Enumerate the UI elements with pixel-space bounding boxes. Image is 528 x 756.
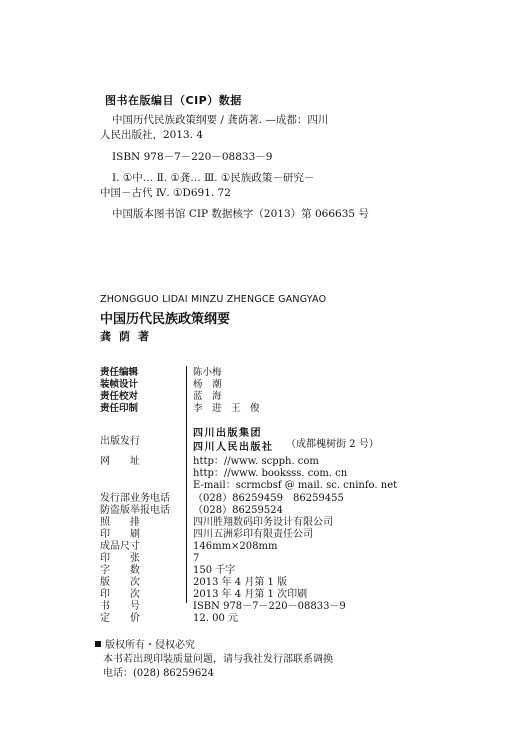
detail-value: 2013 年 4 月第 1 版: [193, 577, 288, 588]
credit-value: 陈小梅: [193, 367, 222, 378]
detail-value: （028）86259459 86259455: [193, 493, 344, 504]
chinese-title: 中国历代民族政策纲要: [100, 312, 231, 327]
detail-label: 印 张: [100, 553, 140, 564]
website-url-1[interactable]: http：//www. scpph. com: [193, 456, 319, 467]
detail-label: 字 数: [100, 565, 140, 576]
credit-value: 蓝 海: [193, 391, 222, 402]
copyright-notice: [95, 636, 195, 651]
detail-label: 印 刷: [100, 529, 140, 540]
publisher-label: 出版发行: [100, 436, 140, 447]
detail-label: 版 次: [100, 577, 140, 588]
website-url-2[interactable]: http：//www. booksss. com. cn: [193, 468, 348, 479]
detail-label: 成品尺寸: [100, 541, 140, 552]
cip-classification-2: 中国－古代 Ⅳ. ①D691. 72: [100, 187, 231, 199]
detail-value: 150 千字: [193, 565, 236, 576]
email-address[interactable]: E-mail：scrmcbsf @ mail. sc. cninfo. net: [193, 480, 398, 491]
cip-line-2: 人民出版社，2013. 4: [100, 129, 204, 141]
cip-classification-1: Ⅰ. ①中… Ⅱ. ①龚… Ⅲ. ①民族政策－研究－: [112, 172, 315, 184]
detail-label: 防盗版举报电话: [100, 505, 170, 516]
credit-label: 装帧设计: [100, 379, 139, 390]
author: 龚荫著: [100, 330, 157, 343]
detail-label: 照 排: [100, 517, 140, 528]
copyright-text: 版权所有・侵权必究: [105, 640, 195, 651]
contact-phone: 电话：(028) 86259624: [103, 668, 214, 679]
detail-label: 印 次: [100, 589, 140, 600]
publisher-house: 四川人民出版社: [193, 442, 274, 453]
detail-value: 7: [193, 553, 200, 564]
cip-heading: 图书在版编目（CIP）数据: [105, 94, 242, 107]
detail-value: 四川五洲彩印有限责任公司: [193, 529, 313, 540]
detail-label: 书 号: [100, 601, 140, 612]
detail-value: 四川胜翔数码印务设计有限公司: [193, 517, 333, 528]
credit-label: 责任校对: [100, 391, 139, 402]
column-divider: [186, 366, 187, 603]
detail-value: 2013 年 4 月第 1 次印刷: [193, 589, 308, 600]
credit-value: 李 进 王 俊: [193, 403, 260, 414]
detail-value: ISBN 978－7－220－08833－9: [193, 601, 346, 612]
cip-line-1: 中国历代民族政策纲要 / 龚荫著. —成都：四川: [112, 114, 329, 126]
detail-label: 定 价: [100, 613, 140, 624]
black-square-icon: [95, 641, 101, 647]
detail-value: 12. 00 元: [193, 613, 238, 624]
quality-notice: 本书若出现印装质量问题，请与我社发行部联系调换: [103, 654, 333, 665]
cip-core-number: 中国版本图书馆 CIP 数据核字（2013）第 066635 号: [112, 208, 369, 220]
english-title: ZHONGGUO LIDAI MINZU ZHENGCE GANGYAO: [100, 294, 327, 305]
credit-value: 杨 潮: [193, 379, 222, 390]
cip-isbn: ISBN 978－7－220－08833－9: [112, 151, 273, 163]
publisher-address: （成都槐树街 2 号）: [286, 439, 379, 450]
detail-value: 146mm×208mm: [193, 541, 278, 552]
detail-value: （028）86259524: [193, 505, 283, 516]
website-label: 网 址: [100, 456, 140, 467]
publisher-group: 四川出版集团: [193, 428, 262, 439]
detail-label: 发行部业务电话: [100, 493, 170, 504]
credit-label: 责任印制: [100, 403, 139, 414]
credit-label: 责任编辑: [100, 367, 139, 378]
